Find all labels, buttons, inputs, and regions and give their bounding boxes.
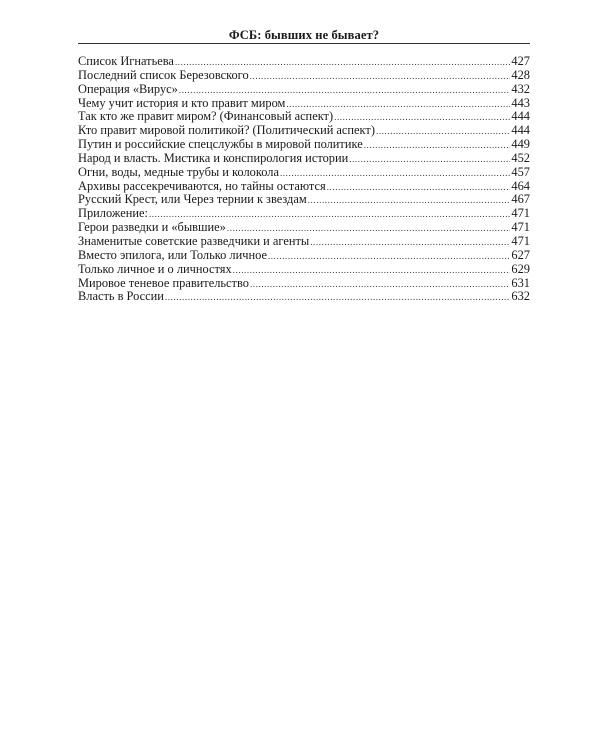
toc-entry <box>78 124 530 138</box>
toc-entry-page-number: 432 <box>511 81 530 96</box>
toc-entry-title: Список Игнатьева <box>78 54 174 68</box>
toc-entry-title: Операция «Вирус» <box>78 81 178 96</box>
toc-entry-title: Только личное и о личностях <box>78 261 232 276</box>
toc-entry-page-number: 457 <box>511 164 530 179</box>
toc-entry-title: Огни, воды, медные трубы и колокола <box>78 164 279 179</box>
toc-entry <box>78 277 530 291</box>
toc-entry-title: Так кто же правит миром? (Финансовый аспект) <box>78 109 334 124</box>
toc-entry-title: Архивы рассекречиваются, но тайны остаются <box>78 178 326 193</box>
toc-entry-page-number: 443 <box>511 95 530 110</box>
toc-entry-title: Русский Крест, или Через тернии к звездам <box>78 192 307 207</box>
toc-entry-title: Знаменитые советские разведчики и агенты <box>78 233 310 248</box>
toc-entry <box>78 290 530 304</box>
toc-dot-leader <box>250 70 511 84</box>
toc-dot-leader <box>165 291 511 305</box>
toc-entry <box>78 83 530 97</box>
toc-entry <box>78 263 530 277</box>
toc-entry-title: Чему учит история и кто правит миром <box>78 95 286 110</box>
toc-entry-title: Власть в России <box>78 289 164 304</box>
toc-entry-page-number: 428 <box>511 67 530 82</box>
toc-dot-leader <box>268 250 510 264</box>
toc-entry <box>78 152 530 166</box>
toc-entry <box>78 97 530 111</box>
toc-entry <box>78 180 530 194</box>
toc-entry-page-number: 467 <box>511 192 530 207</box>
toc-entry-title: Вместо эпилога, или Только личное <box>78 247 267 262</box>
toc-entry <box>78 249 530 263</box>
toc-entry-title: Герои разведки и «бывшие» <box>78 220 226 235</box>
toc-entry-page-number: 464 <box>511 178 530 193</box>
toc-entry-page-number: 471 <box>511 220 530 235</box>
toc-dot-leader <box>327 181 511 195</box>
toc-entry-page-number: 452 <box>511 150 530 165</box>
toc-entry-page-number: 471 <box>511 206 530 221</box>
toc-entry <box>78 193 530 207</box>
toc-entry <box>78 69 530 83</box>
toc-entry-title: Мировое теневое правительство <box>78 275 249 290</box>
toc-entry-page-number: 627 <box>511 247 530 262</box>
toc-entry-page-number: 444 <box>511 109 530 124</box>
toc-entry-title: Народ и власть. Мистика и конспирология истории <box>78 150 349 165</box>
toc-entry-title: Путин и российские спецслужбы в мировой политике <box>78 137 363 152</box>
toc-entry <box>78 138 530 152</box>
toc-dot-leader <box>364 139 511 153</box>
toc-entry-title: Кто правит мировой политикой? (Политический аспект) <box>78 123 375 138</box>
toc-entry <box>78 221 530 235</box>
toc-entry-page-number: 471 <box>511 233 530 248</box>
toc-dot-leader <box>250 278 510 292</box>
toc-entry-page-number: 631 <box>511 275 530 290</box>
toc-entry <box>78 110 530 124</box>
toc-entry-page-number: 444 <box>511 123 530 138</box>
toc-entry <box>78 166 530 180</box>
toc-entry <box>78 55 530 69</box>
toc-entry <box>78 235 530 249</box>
toc-entry-page-number: 449 <box>511 137 530 152</box>
header-rule <box>78 43 530 44</box>
toc-entry-page-number: 427 <box>511 54 530 68</box>
table-of-contents <box>78 55 530 304</box>
toc-entry-title: Приложение: <box>78 206 148 221</box>
toc-entry-page-number: 632 <box>511 289 530 304</box>
toc-dot-leader <box>376 125 510 139</box>
toc-dot-leader <box>310 236 510 250</box>
toc-dot-leader <box>308 194 511 208</box>
toc-dot-leader <box>233 264 511 278</box>
toc-entry-page-number: 629 <box>511 261 530 276</box>
running-title: ФСБ: бывших не бывает? <box>228 28 380 42</box>
toc-entry <box>78 207 530 221</box>
toc-dot-leader <box>349 153 510 167</box>
toc-entry-title: Последний список Березовского <box>78 67 249 82</box>
